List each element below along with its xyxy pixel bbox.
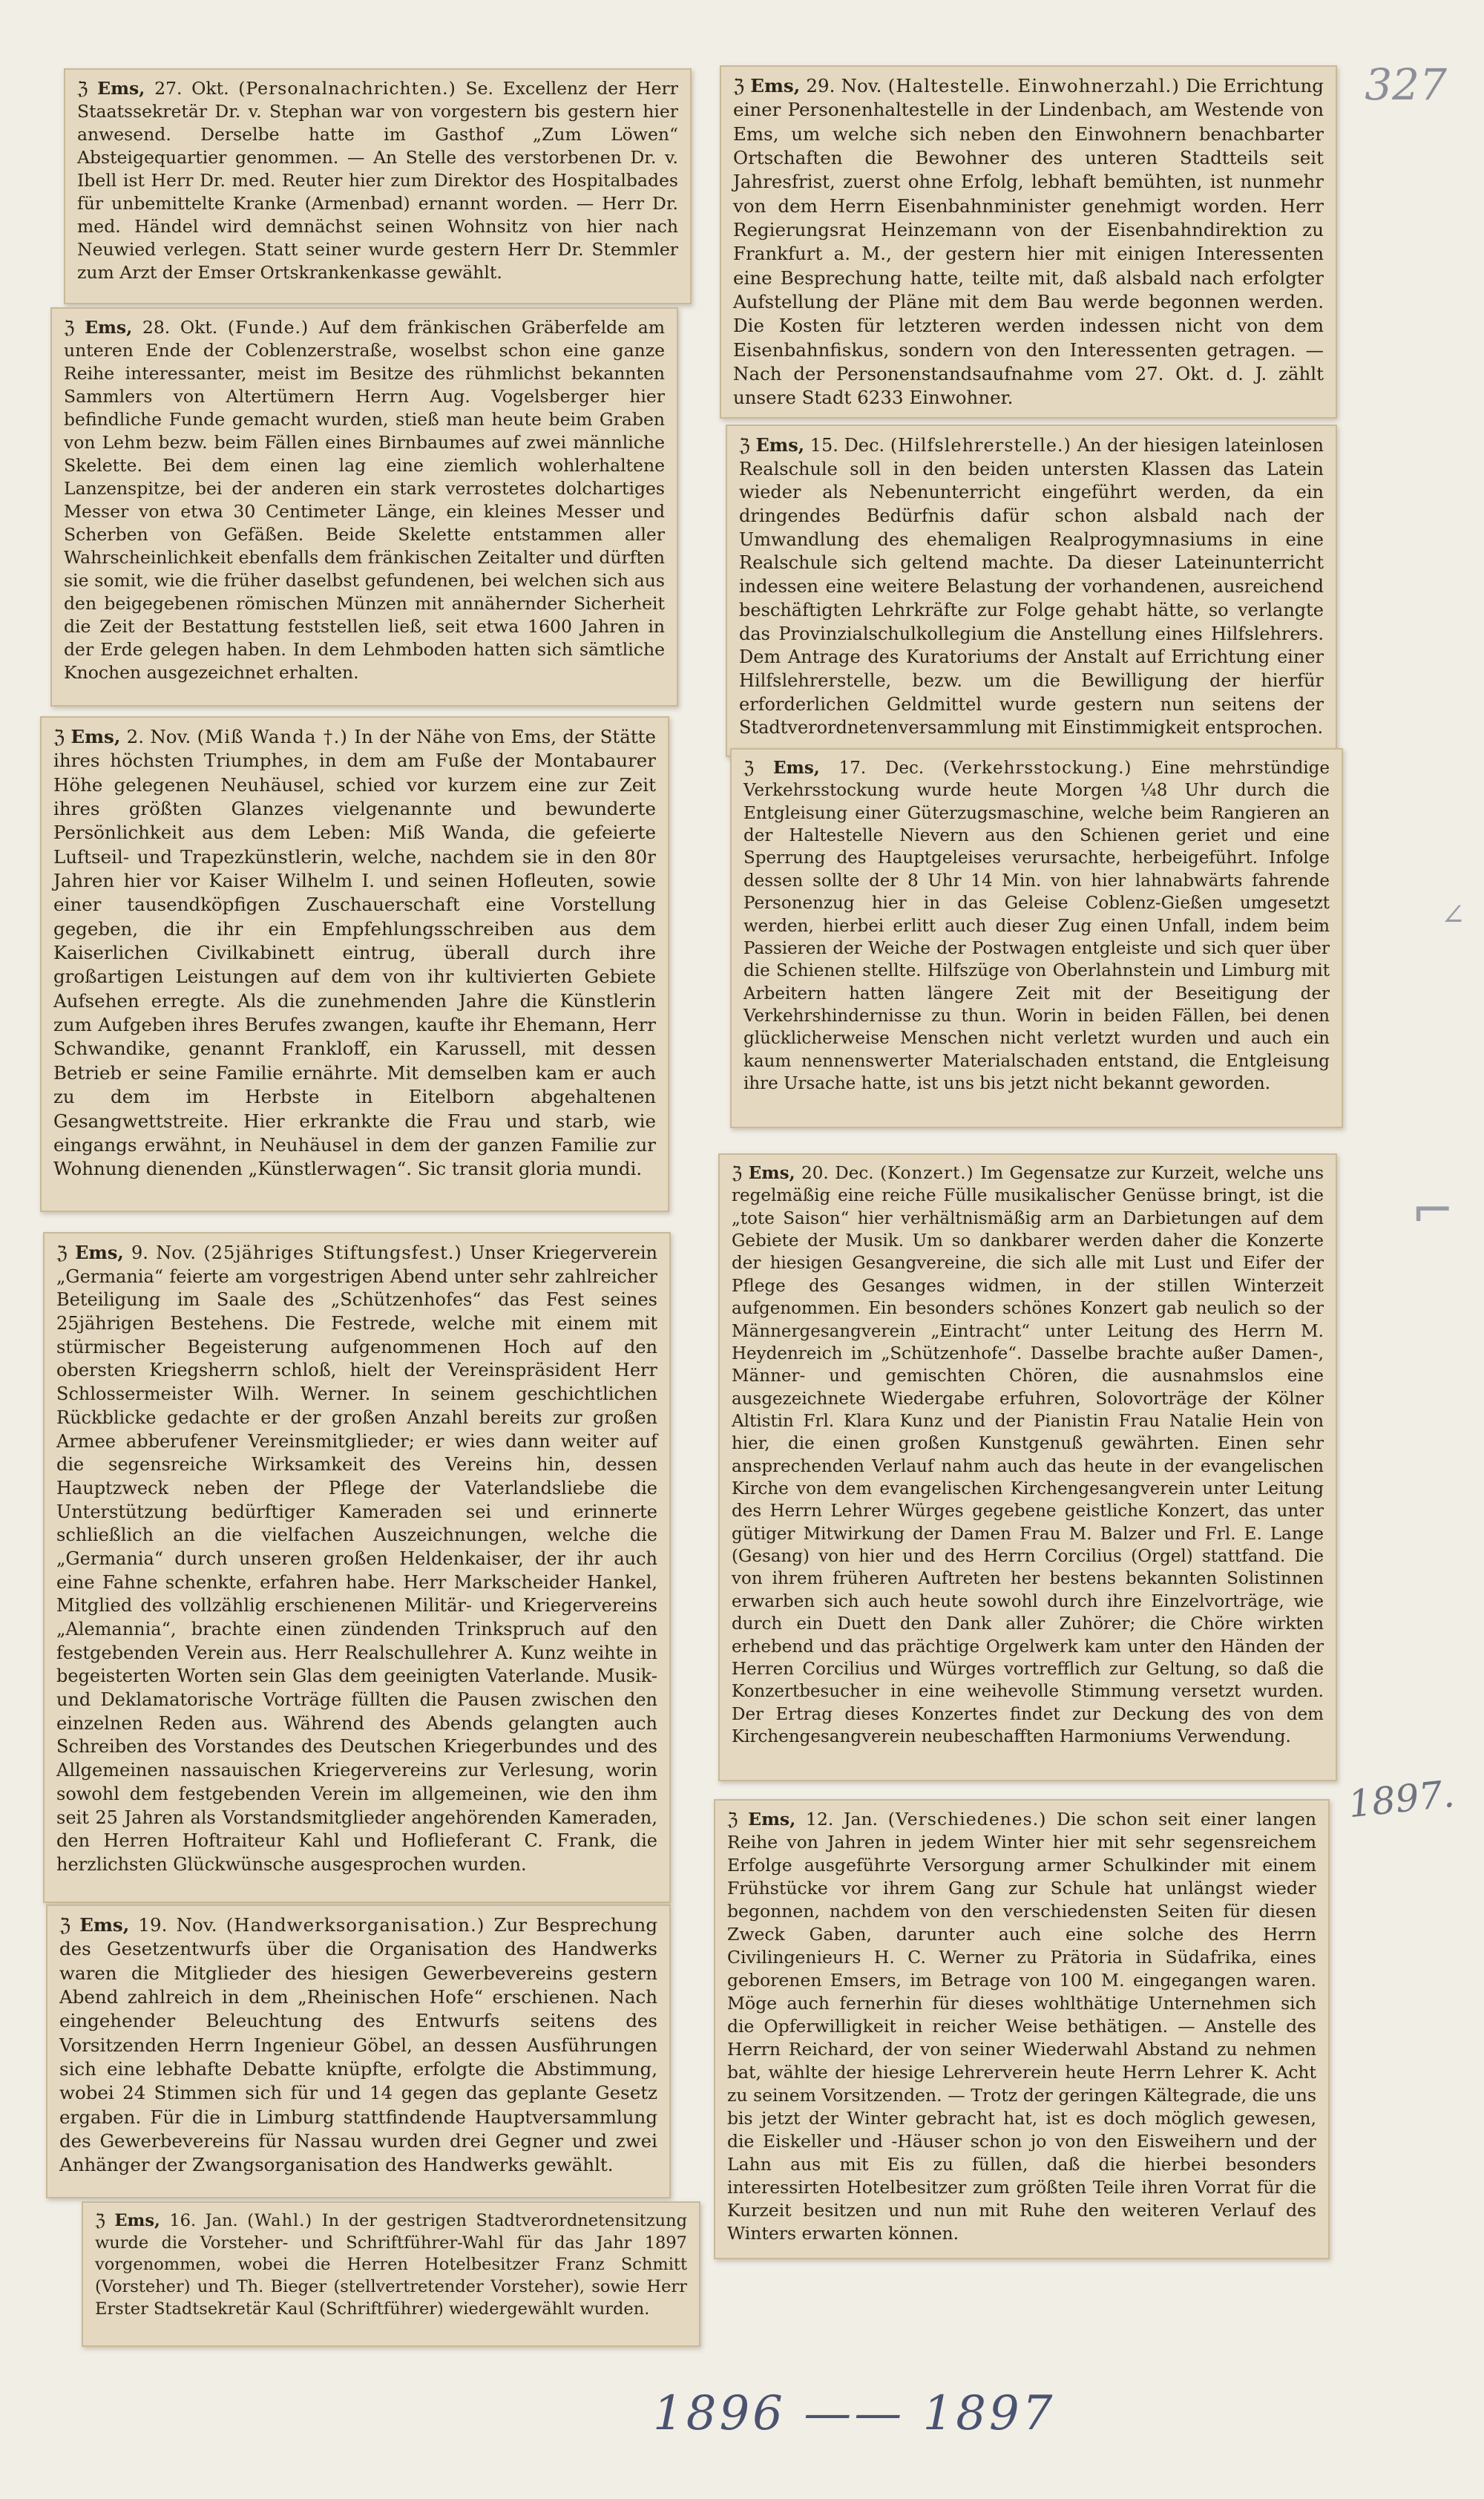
clipping-date: 28. Okt.	[142, 317, 218, 338]
clipping-topic: (Haltestelle. Einwohnerzahl.)	[887, 75, 1180, 96]
clipping-date: 20. Dec.	[801, 1164, 874, 1183]
clipping-marker-icon: ℨ	[739, 435, 756, 456]
clipping-text: In der gestrigen Stadtverordnetensitzung wurde die Vorsteher- und Schriftführer-Wahl für das Jahr 1897 vorgenommen, wobei die Herren Hotelbesitzer Franz Schmitt (Vorsteher) und Th. Bieger (stellvertretender Vorsteher), sowie Herr Erster Stadtsekretär Kaul (Schriftführer) wiedergewählt wurden.	[95, 2211, 687, 2319]
clipping-place: Ems,	[70, 726, 121, 747]
clipping-topic: (Verkehrsstockung.)	[942, 759, 1132, 778]
clipping-text: Auf dem fränkischen Gräberfelde am unteren Ende der Coblenzerstraße, woselbst schon eine ganze Reihe interessanter, meist im Besitze des rühmlichst bekannten Sammlers von Altertümern Herrn Aug. Vogelsberger hier befindliche Funde gemacht wurden, stieß man heute beim Graben von Lehm bezw. beim Fällen eines Birnbaumes auf zwei männliche Skelette. Bei dem einen lag eine ziemlich wohlerhaltene Lanzenspitze, bei der anderen ein stark verrostetes dolchartiges Messer von etwa 30 Centimeter Länge, ein kleines Messer und Scherben von Gefäßen. Beide Skelette entstammen aller Wahrscheinlichkeit ebenfalls dem fränkischen Zeitalter und dürften sie somit, wie die früher daselbst gefundenen, bei welchen sich aus den beigegebenen römischen Münzen mit annähernder Sicherheit die Zeit der Bestattung feststellen ließ, seit etwa 1600 Jahren in der Erde gelegen haben. In dem Lehmboden hatten sich sämtliche Knochen ausgezeichnet erhalten.	[64, 317, 665, 684]
clipping-place: Ems,	[772, 758, 820, 778]
clipping-personalnachrichten	[64, 68, 692, 304]
year-range-note: 1896 —— 1897	[653, 2386, 1056, 2441]
clipping-topic: (Hilfslehrerstelle.)	[890, 435, 1071, 456]
clipping-marker-icon: ℨ	[56, 1242, 76, 1263]
clipping-miss-wanda	[40, 716, 669, 1212]
clipping-date: 9. Nov.	[131, 1242, 197, 1263]
clipping-place: Ems,	[750, 75, 801, 96]
clipping-date: 16. Jan.	[169, 2211, 238, 2230]
clipping-topic: (Konzert.)	[880, 1164, 974, 1183]
clipping-place: Ems,	[114, 2211, 160, 2230]
clipping-marker-icon: ℨ	[95, 2211, 115, 2230]
clipping-marker-icon: ℨ	[743, 759, 773, 778]
year-note: 1897.	[1346, 1772, 1457, 1827]
clipping-marker-icon: ℨ	[64, 317, 85, 338]
clipping-text: In der Nähe von Ems, der Stätte ihres höchsten Triumphes, in dem am Fuße der Montabaurer Höhe gelegenen Neuhäusel, schied vor kurzem eine zur Zeit ihres größten Glanzes vielgenannte und bewunderte Persönlichkeit aus dem Leben: Miß Wanda, die gefeierte Luftseil- und Trapezkünstlerin, welche, nachdem sie in den 80r Jahren hier vor Kaiser Wilhelm I. und seinen Hofleuten, sowie einer tausendköpfigen Zuschauerschaft eine Vorstellung gegeben, die ihr ein Empfehlungsschreiben aus dem Kaiserlichen Civilkabinett eintrug, überall durch ihre großartigen Leistungen auf dem von ihr kultivierten Gebiete Aufsehen erregte. Als die zunehmenden Jahre die Künstlerin zum Aufgeben ihres Berufes zwangen, kaufte ihr Ehemann, Herr Schwandike, genannt Frankloff, ein Karussell, mit dessen Betrieb er seine Familie ernährte. Mit demselben kam er auch zu dem im Herbste in Eitelborn abgehaltenen Gesangwettstreite. Hier erkrankte die Frau und starb, wie eingangs erwähnt, in Neuhäusel in dem der ganzen Familie zur Wohnung dienenden „Künstlerwagen“. Sic transit gloria mundi.	[53, 726, 657, 1180]
clipping-place: Ems,	[75, 1242, 124, 1263]
clipping-topic: (Funde.)	[227, 317, 309, 338]
clipping-text: An der hiesigen lateinlosen Realschule soll in den beiden untersten Klassen das Latein wieder als Nebenunterricht eingeführt werden, da ein dringendes Bedürfnis dafür schon alsbald nach der Umwandlung des ehemaligen Realprogymnasiums in eine Realschule sich geltend machte. Da dieser Lateinunterricht indessen eine weitere Belastung der vorhandenen, ausreichend beschäftigten Lehrkräfte zur Folge gehabt hätte, so verlangte das Provinzialschulkollegium die Anstellung eines Hilfslehrers. Dem Antrage des Kuratoriums der Anstalt auf Errichtung einer Hilfslehrerstelle, bezw. um die Bewilligung der hierfür erforderlichen Geldmittel wurde gestern nun seitens der Stadtverordnetenversammlung mit Einstimmigkeit entsprochen.	[739, 435, 1324, 738]
clipping-place: Ems,	[79, 1914, 130, 1936]
clipping-marker-icon: ℨ	[77, 78, 98, 99]
clipping-stiftungsfest	[43, 1232, 671, 1903]
clipping-place: Ems,	[97, 78, 145, 99]
clipping-haltestelle	[720, 65, 1337, 419]
clipping-handwerksorganisation	[46, 1904, 671, 2198]
clipping-date: 12. Jan.	[806, 1809, 879, 1830]
clipping-text: Unser Kriegerverein „Germania“ feierte am vorgestrigen Abend unter sehr zahlreicher Beteiligung im Saale des „Schützenhofes“ das Fest seines 25jährigen Bestehens. Die Festrede, welche mit einem mit stürmischer Begeisterung aufgenommenen Hoch auf den obersten Kriegsherrn schloß, hielt der Vereinspräsident Herr Schlossermeister Wilh. Werner. In seinem geschichtlichen Rückblicke gedachte er der großen Anzahl bereits zur großen Armee abberufener Vereinsmitglieder; er wies dann weiter auf die segensreiche Wirksamkeit des Vereins hin, dessen Hauptzweck neben der Pflege der Vaterlandsliebe die Unterstützung bedürftiger Kameraden sei und erinnerte schließlich an die vielfachen Auszeichnungen, welche die „Germania“ durch unseren großen Heldenkaiser, der ihr auch eine Fahne schenkte, erfahren habe. Herr Markscheider Hankel, Mitglied des vollzählig erschienenen Militär- und Kriegervereins „Alemannia“, brachte einen zündenden Trinkspruch auf den festgebenden Verein aus. Herr Realschullehrer A. Kunz weihte in begeisterten Worten sein Glas dem geeinigten Vaterlande. Musik- und Deklamatorische Vorträge füllten die Pausen zwischen den einzelnen Reden aus. Während des Abends gelangten auch Schreiben des Vorstandes des Deutschen Kriegerbundes und des Allgemeinen nassauischen Kriegervereins zur Verlesung, worin sowohl dem festgebenden Verein im allgemeinen, wie den ihm seit 25 Jahren als Vorstandsmitglieder angehörenden Kameraden, den Herren Hoftraiteur Kahl und Hoflieferant C. Frank, die herzlichsten Glückwünsche ausgesprochen wurden.	[56, 1242, 657, 1875]
clipping-funde	[50, 307, 678, 707]
clipping-date: 29. Nov.	[806, 75, 882, 96]
clipping-date: 2. Nov.	[126, 726, 191, 747]
clipping-text: Zur Besprechung des Gesetzentwurfs über die Organisation des Handwerks waren die Mitglieder des hiesigen Gewerbevereins gestern Abend zahlreich in dem „Rheinischen Hofe“ erschienen. Nach eingehender Beleuchtung des Entwurfs seitens des Vorsitzenden Herrn Ingenieur Göbel, an dessen Ausführungen sich eine lebhafte Debatte knüpfte, erfolgte die Abstimmung, wobei 24 Stimmen sich für und 14 gegen das geplante Gesetz ergaben. Für die in Limburg stattfindende Hauptversammlung des Gewerbevereins für Nassau wurden drei Gegner und zwei Anhänger der Zwangsorganisation des Handwerks gewählt.	[59, 1914, 658, 2176]
clipping-place: Ems,	[755, 434, 805, 456]
clipping-marker-icon: ℨ	[733, 75, 751, 96]
clipping-place: Ems,	[748, 1163, 795, 1183]
clipping-topic: (Verschiedenes.)	[887, 1809, 1047, 1830]
clipping-text: Die Errichtung einer Personenhaltestelle in der Lindenbach, am Westende von Ems, um welche sich neben den Einwohnern benachbarter Ortschaften die Bewohner des unteren Stadtteils seit Jahresfrist, zuerst ohne Erfolg, lebhaft bemühten, ist nunmehr von dem Herrn Eisenbahnminister genehmigt worden. Herr Regierungsrat Heinzemann von der Eisenbahndirektion zu Frankfurt a. M., der gestern hier mit einigen Interessenten eine Besprechung hatte, teilte mit, daß alsbald nach erfolgter Aufstellung der Pläne mit dem Bau werde begonnen werden. Die Kosten für letzteren werden indessen nicht von dem Eisenbahnfiskus, sondern von den Interessenten getragen. — Nach der Personenstandsaufnahme vom 27. Okt. d. J. zählt unsere Stadt 6233 Einwohner.	[733, 75, 1324, 409]
clipping-topic: (25jähriges Stiftungsfest.)	[203, 1242, 462, 1263]
clipping-verkehrsstockung	[730, 748, 1343, 1128]
clipping-date: 19. Nov.	[138, 1914, 217, 1936]
clipping-topic: (Wahl.)	[247, 2211, 313, 2230]
clipping-marker-icon: ℨ	[732, 1164, 749, 1183]
clipping-topic: (Personalnachrichten.)	[238, 78, 456, 99]
clipping-konzert	[718, 1153, 1337, 1781]
clipping-wahl	[82, 2201, 700, 2347]
clipping-text: Die schon seit einer langen Reihe von Jahren in jedem Winter hier mit sehr segensreichem Erfolge ausgeführte Versorgung armer Schulkinder mit einem Frühstücke vor ihrem Gang zur Schule hat unlängst wieder begonnen, nachdem von den verschiedensten Seiten für diesen Zweck Gaben, darunter auch eine solche des Herrn Civilingenieurs H. C. Werner zu Prätoria in Südafrika, eines geborenen Emsers, im Betrage von 100 M. eingegangen waren. Möge auch fernerhin für dieses wohlthätige Unternehmen sich die Opferwilligkeit in reicher Weise bethätigen. — Anstelle des Herrn Reichard, der von seiner Wiederwahl Abstand zu nehmen bat, wählte der hiesige Lehrerverein heute Herrn Lehrer K. Acht zu seinem Vorsitzenden. — Trotz der geringen Kältegrade, die uns bis jetzt der Winter gebracht hat, ist es doch möglich gewesen, die Eiskeller und -Häuser schon jo von den Eisweihern und der Lahn aus mit Eis zu füllen, daß die hierbei besonders interessirten Hotelbesitzer zum größten Teile ihren Vorrat für die Kurzeit besitzen und nun mit Ruhe den weiteren Verlauf des Winters erwarten können.	[727, 1809, 1316, 2244]
pencil-bracket-mark: ⌐	[1411, 1180, 1454, 1241]
clipping-text: Se. Excellenz der Herr Staatssekretär Dr. v. Stephan war von vorgestern bis gestern hier anwesend. Derselbe hatte im Gasthof „Zum Löwen“ Absteigequartier genommen. — An Stelle des verstorbenen Dr. v. Ibell ist Herr Dr. med. Reuter hier zum Direktor des Hospitalbades für unbemittelte Kranke (Armenbad) ernannt worden. — Herr Dr. med. Händel wird demnächst seinen Wohnsitz von hier nach Neuwied verlegen. Statt seiner wurde gestern Herr Dr. Stemmler zum Arzt der Emser Ortskrankenkasse gewählt.	[77, 78, 678, 284]
clipping-topic: (Handwerksorganisation.)	[226, 1914, 485, 1936]
clipping-text: Eine mehrstündige Verkehrsstockung wurde heute Morgen ¼8 Uhr durch die Entgleisung einer Güterzugsmaschine, welche beim Rangieren an der Haltestelle Nievern aus den Schienen geriet und eine Sperrung des Hauptgeleises verursachte, herbeigeführt. Infolge dessen sollte der 8 Uhr 14 Min. von hier lahnabwärts fahrende Personenzug hier in das Geleise Coblenz-Gießen umgesetzt werden, hierbei erlitt auch dieser Zug einen Unfall, indem beim Passieren der Weiche der Postwagen entgleiste und sich quer über die Schienen stellte. Hilfszüge von Oberlahnstein und Limburg mit Arbeitern hatten längere Zeit mit der Beseitigung der Verkehrshindernisse zu thun. Worin in beiden Fällen, bei denen glücklicherweise Menschen nicht verletzt wurden und auch ein kaum nennenswerter Materialschaden entstand, die Entgleisung ihre Ursache hatte, ist uns bis jetzt nicht bekannt geworden.	[743, 759, 1330, 1094]
clipping-marker-icon: ℨ	[53, 726, 71, 747]
clipping-place: Ems,	[748, 1809, 796, 1830]
clipping-topic: (Miß Wanda †.)	[197, 726, 348, 747]
clipping-date: 15. Dec.	[810, 435, 885, 456]
clipping-date: 27. Okt.	[154, 78, 229, 99]
page-number: 327	[1365, 59, 1447, 110]
clipping-date: 17. Dec.	[838, 759, 925, 778]
pencil-tick-mark: ∠	[1440, 898, 1465, 932]
clipping-hilfslehrerstelle	[726, 425, 1337, 757]
clipping-text: Im Gegensatze zur Kurzeit, welche uns regelmäßig eine reiche Fülle musikalischer Genüsse bringt, ist die „tote Saison“ hier verhältnismäßig arm an Darbietungen auf dem Gebiete der Musik. Um so dankbarer werden daher die Konzerte der hiesigen Gesangvereine, die sich alle mit Lust und Eifer der Pflege des Gesanges widmen, in der stillen Winterzeit aufgenommen. Ein besonders schönes Konzert gab neulich so der Männergesangverein „Eintracht“ unter Leitung des Herrn M. Heydenreich im „Schützenhofe“. Dasselbe brachte außer Damen-, Männer- und gemischten Chören, die ausnahmslos eine ausgezeichnete Wiedergabe erfuhren, Solovorträge der Kölner Altistin Frl. Klara Kunz und der Pianistin Frau Natalie Hein von hier, die einen großen Kunstgenuß gewährten. Einen sehr ansprechenden Verlauf nahm auch das heute in der evangelischen Kirche von dem evangelischen Kirchengesangverein unter Leitung des Herrn Lehrer Würges gegebene geistliche Konzert, das unter gütiger Mitwirkung der Damen Frau M. Balzer und Frl. E. Lange (Gesang) von hier und des Herrn Corcilius (Orgel) stattfand. Die von ihrem früheren Auftreten her bestens bekannten Solistinnen erwarben sich auch heute sowohl durch ihre Einzelvorträge, wie durch ein Duett den Dank aller Zuhörer; die Chöre wirkten erhebend und das prächtige Orgelwerk kam unter den Händen der Herren Corcilius und Würges vortrefflich zur Geltung, so daß die Konzertbesucher in eine weihevolle Stimmung versetzt wurden. Der Ertrag dieses Konzertes findet zur Deckung des von dem Kirchengesangverein neubeschafften Harmoniums Verwendung.	[732, 1164, 1324, 1746]
clipping-place: Ems,	[85, 317, 133, 338]
clipping-marker-icon: ℨ	[59, 1914, 80, 1936]
clipping-verschiedenes	[714, 1799, 1330, 2259]
clipping-marker-icon: ℨ	[727, 1809, 749, 1830]
